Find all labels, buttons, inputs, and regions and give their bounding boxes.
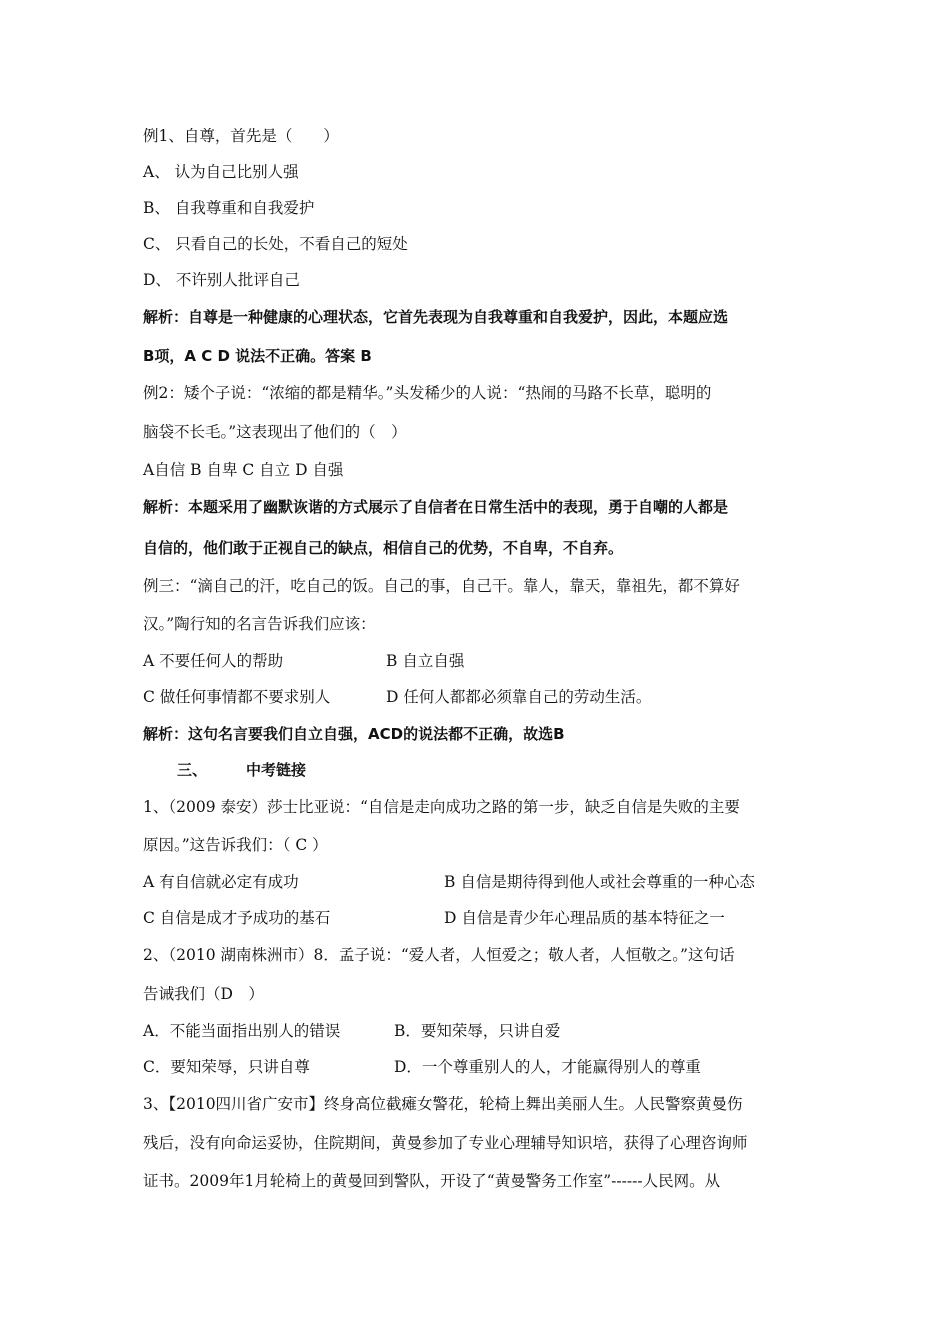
example-3-question-line-1: 例三：“滴自己的汗，吃自己的饭。自己的事，自己干。靠人，靠天，靠祖先，都不算好 — [143, 577, 740, 595]
example-1-option-d: D、 不许别人批评自己 — [143, 271, 300, 289]
question-1-option-c: C 自信是成才予成功的基石 — [143, 909, 331, 927]
example-2-options: A自信 B 自卑 C 自立 D 自强 — [143, 461, 344, 479]
example-3-option-c: C 做任何事情都不要求别人 — [143, 688, 331, 706]
section-number: 三、 — [177, 761, 208, 779]
question-2-option-d: D．一个尊重别人的人，才能赢得别人的尊重 — [394, 1058, 701, 1076]
question-2-option-a: A．不能当面指出别人的错误 — [143, 1022, 341, 1040]
question-2-option-c: C．要知荣辱，只讲自尊 — [143, 1058, 310, 1076]
example-1-option-b: B、 自我尊重和自我爱护 — [143, 199, 315, 217]
example-2-analysis-line-1: 解析：本题采用了幽默诙谐的方式展示了自信者在日常生活中的表现，勇于自嘲的人都是 — [143, 498, 729, 516]
example-2-question-line-2: 脑袋不长毛。”这表现出了他们的（ ） — [143, 423, 407, 441]
question-3-line-1: 3、【2010四川省广安市】终身高位截瘫女警花，轮椅上舞出美丽人生。人民警察黄曼伤 — [143, 1095, 743, 1113]
example-1-option-c: C、 只看自己的长处，不看自己的短处 — [143, 235, 408, 253]
example-3-question-line-2: 汉。”陶行知的名言告诉我们应该： — [143, 615, 376, 633]
question-1-line-1: 1、（2009 泰安）莎士比亚说：“自信是走向成功之路的第一步，缺乏自信是失败的主要 — [143, 798, 740, 816]
example-3-analysis: 解析：这句名言要我们自立自强，ACD的说法都不正确，故选B — [143, 725, 565, 743]
example-1-question: 例1、自尊，首先是（ ） — [143, 127, 339, 145]
example-2-analysis-line-2: 自信的，他们敢于正视自己的缺点，相信自己的优势，不自卑，不自弃。 — [143, 539, 624, 557]
question-2-option-b: B．要知荣辱，只讲自爱 — [394, 1022, 561, 1040]
example-1-analysis-line-1: 解析：自尊是一种健康的心理状态，它首先表现为自我尊重和自我爱护，因此，本题应选 — [143, 308, 729, 326]
example-3-option-a: A 不要任何人的帮助 — [143, 652, 284, 670]
question-3-line-3: 证书。2009年1月轮椅上的黄曼回到警队，开设了“黄曼警务工作室”------人民网。从 — [143, 1172, 721, 1190]
question-1-option-a: A 有自信就必定有成功 — [143, 873, 299, 891]
question-1-option-d: D 自信是青少年心理品质的基本特征之一 — [444, 909, 725, 927]
question-3-line-2: 残后，没有向命运妥协，住院期间，黄曼参加了专业心理辅导知识培，获得了心理咨询师 — [143, 1134, 748, 1152]
example-1-analysis-line-2: B项，A C D 说法不正确。答案 B — [143, 347, 372, 365]
question-2-line-2: 告诫我们（D ） — [143, 985, 264, 1003]
example-2-question-line-1: 例2：矮个子说：“浓缩的都是精华。”头发稀少的人说：“热闹的马路不长草，聪明的 — [143, 384, 712, 402]
example-1-option-a: A、 认为自己比别人强 — [143, 163, 299, 181]
question-1-option-b: B 自信是期待得到他人或社会尊重的一种心态 — [444, 873, 755, 891]
example-3-option-b: B 自立自强 — [386, 652, 465, 670]
question-1-line-2: 原因。”这告诉我们：（ C ） — [143, 836, 328, 854]
example-3-option-d: D 任何人都都必须靠自己的劳动生活。 — [386, 688, 652, 706]
question-2-line-1: 2、（2010 湖南株洲市）8．孟子说：“爱人者，人恒爱之；敬人者，人恒敬之。”这句话 — [143, 946, 735, 964]
section-title: 中考链接 — [246, 761, 307, 779]
